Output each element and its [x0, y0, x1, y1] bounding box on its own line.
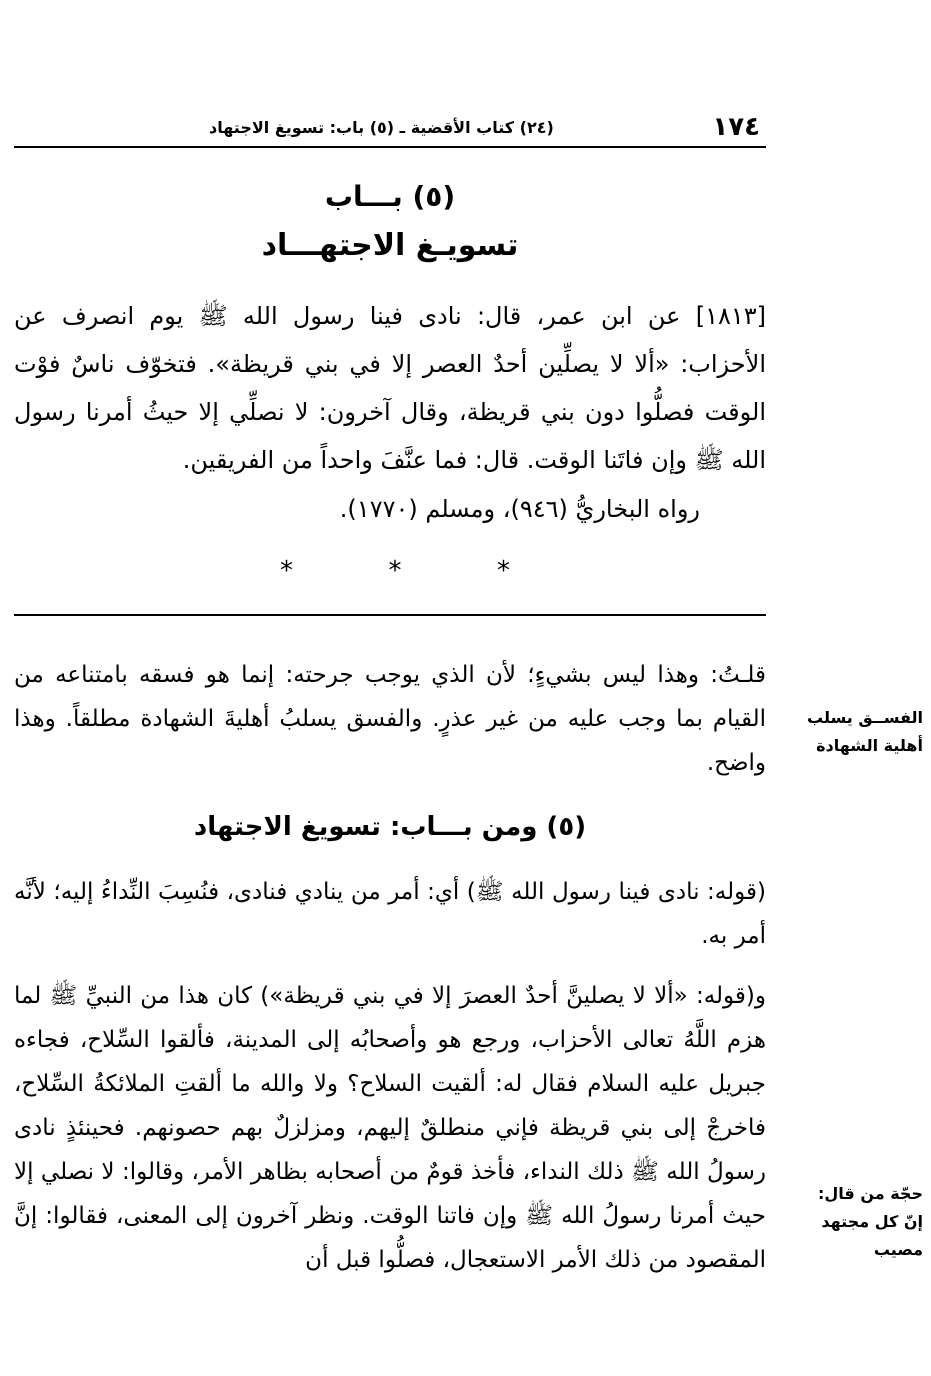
header-title: (٢٤) كتاب الأقضية ـ (٥) باب: تسويغ الاجتهاد: [209, 118, 554, 137]
section-stars: [280, 556, 510, 586]
margin-note-fisq: الفســق يسلب أهلية الشهادة: [807, 708, 923, 755]
hadith-text: [١٨١٣] عن ابن عمر، قال: نادى فينا رسول الله ﷺ يوم انصرف عن الأحزاب: «ألا لا يصلِّين أحدٌ العصر إلا في بني قريظة». فتخوّف ناسٌ فوْت الوقت فصلُّوا دون بني قريظة، وقال آخرون: لا نصلِّي إلا حيثُ أمرنا رسول الله ﷺ وإن فاتَنا الوقت. قال: فما عنَّفَ واحداً من الفريقين.: [14, 302, 766, 474]
hadith-reference: رواه البخاريُّ (٩٤٦)، ومسلم (١٧٧٠).: [339, 495, 700, 523]
commentary-paragraph: و(قوله: «ألا لا يصلينَّ أحدٌ العصرَ إلا في بني قريظة») كان هذا من النبيِّ ﷺ لما هزم اللَّهُ تعالى الأحزاب، ورجع هو وأصحابُه إلى المدينة، فألقوا السِّلاح، فجاءه جبريل عليه السلام فقال له: ألقيت السلاح؟ ولا والله ما ألقتِ الملائكةُ السِّلاح، فاخرجْ إلى بني قريظة فإني منطلقٌ إليهم، ومزلزلٌ بهم حصونهم. فحينئذٍ نادى رسولُ الله ﷺ ذلك النداء، فأخذ قومٌ من أصحابه بظاهر الأمر، وقالوا: لا نصلي إلا حيث أمرنا رسولُ الله ﷺ وإن فاتنا الوقت. ونظر آخرون إلى المعنى، فقالوا: إنَّ المقصود من ذلك الأمر الاستعجال، فصلُّوا قبل أن: [14, 983, 766, 1273]
star-ornament: *: [497, 556, 510, 586]
star-ornament: *: [388, 556, 402, 586]
header-divider: [14, 146, 766, 148]
commentary-divider: [14, 614, 766, 616]
star-ornament: *: [280, 556, 293, 586]
chapter-number: (٥) بـــاب: [324, 180, 456, 213]
page-number: ١٧٤: [712, 112, 760, 142]
margin-note-ijtihad: حجّة من قال: إنّ كل مجتهد مصيب: [818, 1184, 923, 1259]
chapter-title: تسويـغ الاجتهـــاد: [261, 228, 519, 263]
running-header: [14, 112, 766, 146]
commentary-note: قلـتُ: وهذا ليس بشيءٍ؛ لأن الذي يوجب جرحته: إنما هو فسقه بامتناعه من القيام بما وجب عليه من غير عذرٍ. والفسق يسلبُ أهليةَ الشهادة مطلقاً. وهذا واضح.: [14, 662, 766, 776]
subsection-title: (٥) ومن بـــاب: تسويغ الاجتهاد: [193, 812, 587, 842]
commentary-paragraph: (قوله: نادى فينا رسول الله ﷺ) أي: أمر من ينادي فنادى، فنُسِبَ النِّداءُ إليه؛ لأنَّه أمر به.: [14, 879, 766, 949]
